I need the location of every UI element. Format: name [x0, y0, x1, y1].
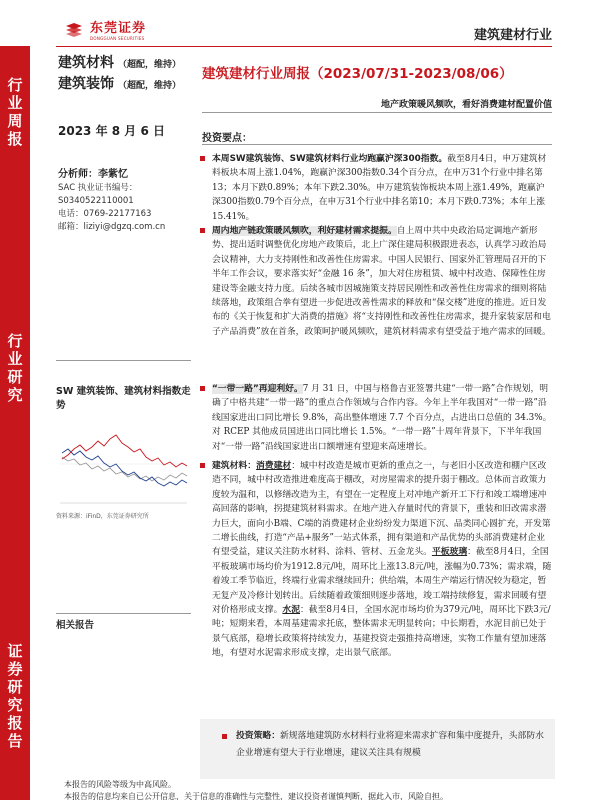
strategy-label: 投资策略： [236, 731, 280, 741]
kp2-bold: 周内地产链政策暖风频吹，利好建材需求提振。 [212, 226, 397, 236]
chart-source: 资料来源：iFinD，东莞证券研究所 [56, 513, 149, 520]
kp2-text: 自上周中共中央政治局定调地产新形势、提出适时调整优化房地产政策后，北上广深住建局积极跟进表态，认真学习政治局会议精神，大力支持刚性和改善性住房需求。中国人民银行、国家外汇管理局召开的下半年工作会议，要求落实好“金融 16 条”，加大对住房租赁、城中村改造、保障性住房建设等金融支持力度。后续各城市因城施策支持居民刚性和改善性住房需求的细则将陆续落地，政策组合拳有望进一步促进改善性需求的释放和“保交楼”进度的推进。近日发布的《关于恢复和扩大消费的措施》将“支持刚性和改善性住房需求，提升家装家居和电子产品消费”放在首条，政策呵护暖风频吹，建筑材料需求有望受益于地产需求的回暖。 [212, 226, 551, 337]
subtitle-divider [202, 112, 552, 113]
side-label-research: 行 业 研 究 [7, 332, 23, 404]
key-point-market [212, 152, 552, 224]
logo-en: DONGGUAN SECURITIES [90, 36, 145, 41]
sac-label: SAC 执业证书编号： [58, 183, 138, 193]
key-point-policy [212, 224, 552, 339]
kp1-text: 截至8月4日，申万建筑材料板块本周上涨1.04%，跑赢沪深300指数0.34个百分点，在申万31个行业中排名第13；本月下跌0.89%；本年下跌2.30%。申万建筑装饰板块本周上涨1.49%，跑赢沪深300指数0.79个百分点，在申万31个行业中排名第10；本月下跌0.73%；本年上涨15.41%。 [212, 154, 547, 222]
company-logo [64, 22, 146, 41]
kp1-bold: 本周SW建筑装饰、SW建筑材料行业均跑赢沪深300指数。 [212, 154, 448, 164]
key-point-materials [212, 459, 552, 661]
related-reports-label: 相关报告 [56, 613, 191, 631]
series-a-line [62, 435, 187, 467]
bullet-icon [200, 228, 205, 233]
bullet-icon [222, 734, 227, 739]
header-divider [56, 46, 552, 47]
kp4-consumer-materials: 消费建材 [256, 461, 292, 471]
kp3-text: 7 月 31 日，中国与格鲁吉亚签署共建“一带一路”合作规划，明确了中格共建“一带一路”的重点合作领域与合作内容。今年上半年我国对“一带一路”沿线国家进出口同比增长 9.8%，高出整体增速 7.7 个百分点，占进出口总值的 34.3%。对 RCEP 其他成员国进出口同比增长 1.5%。“一带一路”十周年背景下，下半年我国对“一带一路”沿线国家进出口额增速有望迎来高速增长。 [212, 384, 552, 452]
investment-strategy [236, 728, 551, 762]
analyst-phone: 电话：0769-22177163 [58, 209, 152, 219]
strategy-text: 新规落地建筑防水材料行业将迎来需求扩容和集中度提升，头部防水企业增速有望大于行业增速，建议关注具有规模 [236, 731, 544, 758]
chart-title: SW 建筑装饰、建筑材料指数走势 [56, 360, 191, 413]
industry-category: 建筑建材行业 [473, 28, 552, 43]
analyst-email[interactable]: 邮箱：liziyi@dgzq.com.cn [58, 222, 166, 232]
side-label-report: 证 券 研 究 报 告 [7, 642, 23, 750]
analyst-label: 分析师： [58, 169, 98, 180]
kp3-bold: “一带一路”再迎利好。 [212, 384, 303, 394]
bullet-icon [200, 156, 205, 161]
info-disclaimer: 本报告的信息均来自已公开信息，关于信息的准确性与完整性，建议投资者谨慎判断，据此入市，风险自担。 [64, 792, 448, 800]
industry-ratings [58, 52, 181, 94]
kp4-bold-a: 建筑材料： [212, 461, 256, 471]
report-subtitle: 地产政策暖风频吹，看好消费建材配置价值 [380, 100, 552, 110]
bullet-icon [200, 463, 205, 468]
rating-tag: （超配，维持） [118, 60, 182, 70]
index-trend-chart [56, 419, 191, 509]
risk-level: 本报告的风险等级为中高风险。 [64, 780, 176, 789]
rating-tag: （超配，维持） [118, 81, 182, 91]
key-points-title: 投资要点： [202, 133, 252, 144]
kp4-flat-glass: 平板玻璃 [431, 547, 468, 558]
rating-row [58, 52, 181, 73]
analyst-name: 李紫忆 [98, 169, 128, 180]
kp4-text-c: ：截至8月4日，全国水泥市场均价为379元/吨，周环比下跌3元/吨；短期来看，本周基建需求托底，整体需求无明显转向；中长期看，水泥目前已处于景气底部，稳增长政策将持续发力，基建投资走强推持高增速，实物工作量有望加速落地，有望对水泥需求形成支撑，走出景气底部。 [212, 605, 551, 659]
logo-icon [64, 23, 84, 41]
rating-name: 建筑材料 [58, 55, 114, 71]
sac-number: S0340522110001 [58, 196, 134, 206]
index-chart-block [56, 360, 191, 520]
side-label-weekly: 行 业 周 报 [7, 76, 23, 148]
key-points-divider [202, 144, 552, 145]
kp4-cement: 水泥 [282, 605, 300, 616]
series-c-line [62, 457, 187, 481]
rating-row [58, 73, 181, 94]
analyst-info [58, 168, 165, 234]
kp4-text-b: ：截至8月4日，全国平板玻璃市场均价为1912.8元/吨，周环比上涨13.8元/吨，涨幅为0.73%；需求端，随着竣工季节临近，终端行业需求继续回升；供给端，本周生产端运行情况较为稳定，暂无复产及冷修计划转出。后续随着政策细则逐步落地，竣工端持续修复，需求回暖有望对价格形成支撑。 [212, 547, 552, 616]
report-date: 2023 年 8 月 6 日 [58, 124, 165, 138]
series-b-line [62, 449, 187, 486]
report-title: 建筑建材行业周报（2023/07/31-2023/08/06） [202, 66, 513, 82]
kp4-text-a: ：城中村改造是城市更新的重点之一，与老旧小区改造和棚户区改造不同，城中村改造推进难度高于棚改，对房屋需求的提升弱于棚改。总体而言政策力度较为温和，以修缮改造为主，有望在一定程度上对冲地产新开工下行和竣工端增速冲高回落的影响，拐提建筑材料需求。在地产进入存量时代的背景下，重装和旧改需求潜力巨大，面向小B端、C端的消费建材企业纷纷发力渠道下沉、品类同心圆扩充，开发第二增长曲线，打造“产品+服务”一站式体系，拥有渠道和产品优势的头部消费建材企业有望受益，建议关注防水材料、涂料、管材、五金龙头。 [212, 461, 551, 558]
logo-cn: 东莞证券 [90, 21, 147, 36]
key-point-belt-road [212, 382, 552, 454]
bullet-icon [200, 386, 205, 391]
risk-disclaimer [64, 779, 448, 800]
rating-name: 建筑装饰 [58, 76, 114, 92]
